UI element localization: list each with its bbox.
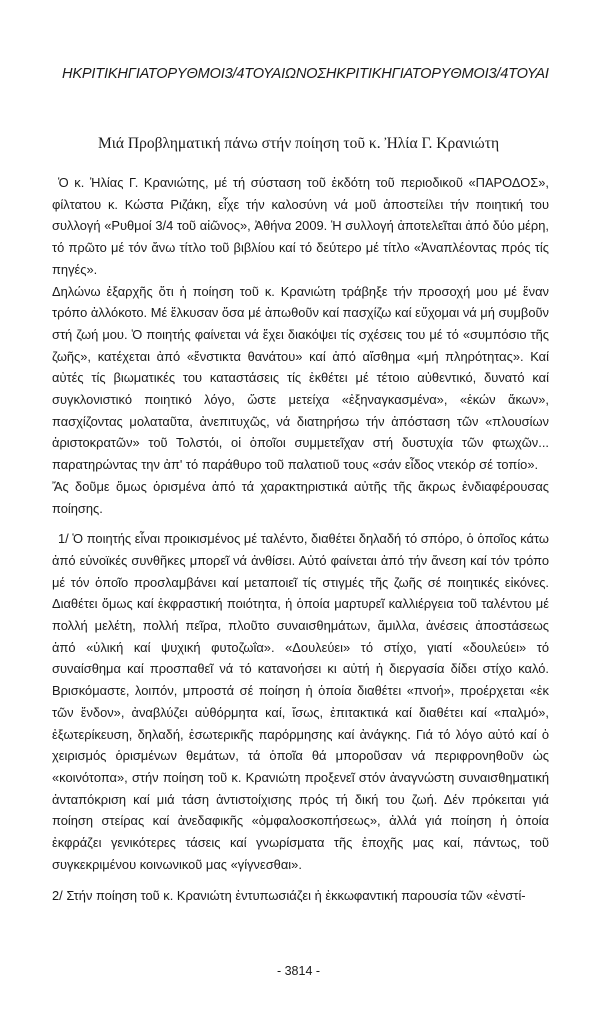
paragraph-intro: Ὁ κ. Ἠλίας Γ. Κρανιώτης, μέ τή σύσταση τοῦ ἐκδότη τοῦ περιοδικοῦ «ΠΑΡΟΔΟΣ», φίλτατου κ. Κώστα Ριζάκη, εἶχε τήν καλοσύνη νά μοῦ ἀποστείλει τήν ποιητική του συλλογή «Ρυθμοί 3/4 τοῦ αἰῶνος», Ἀθήνα 2009. Ἡ συλλογή ἀποτελεῖται ἀπό δύο μέρη, τό πρῶτο μέ τόν ἄνω τίτλο τοῦ βιβλίου καί τό δεύτερο μέ τίτλο «Ἀναπλέοντας πρός τίς πηγές». — [52, 175, 549, 277]
paragraph-declaration: Δηλώνω ἐξαρχῆς ὅτι ἡ ποίηση τοῦ κ. Κρανιώτη τράβηξε τήν προσοχή μου μέ ἕναν τρόπο ἀλλόκοτο. Μέ ἕλκυσαν ὅσα μέ ἀπωθοῦν καί πασχίζω καί εὔχομαι νά μή συμβοῦν στή ζωή μου. Ὁ ποιητής φαίνεται νά ἔχει διακόψει τίς σχέσεις του μέ τό «συμπόσιο τῆς ζωῆς», κατέχεται ἀπό «ἔνστικτα θανάτου» καί ἀπό αἴσθημα «μή πληρότητας». Καί αὐτές τίς βιωματικές του καταστάσεις τίς ἐκθέτει μέ τέτοιο αὐθεντικό, δυνατό καί συγκλονιστικό ποιητικό λόγο, ὥστε μετείχα «ἐξηναγκασμένα», «ἑκών ἄκων», πασχίζοντας μολαταῦτα, ἀνεπιτυχῶς, νά διατηρήσω τήν ἀπόσταση τῶν «πλουσίων ἀριστοκρατῶν» τοῦ Τολστόι, οἱ ὁποῖοι συμμετεῖχαν στή δυστυχία τῶν φτωχῶν... παρατηρώντας την ἀπ' τό παράθυρο τοῦ παλατιοῦ τους «σάν εἶδος ντεκόρ σέ τοπίο». — [52, 283, 549, 473]
paragraph-point-1: 1/ Ὁ ποιητής εἶναι προικισμένος μέ ταλέντο, διαθέτει δηλαδή τό σπόρο, ὁ ὁποῖος κάτω ἀπό εὐνοϊκές συνθῆκες μπορεῖ νά ἀνθίσει. Αὐτό φαίνεται ἀπό τήν ἄνεση καί τόν τρόπο μέ τόν ὁποῖο προσλαμβάνει καί μεταποιεῖ τίς στιγμές τῆς ζωῆς σέ ποιητικές εἰκόνες. Διαθέτει ὅμως καί ἐκφραστική ποιότητα, ἡ ὁποία μαρτυρεῖ καλλιέργεια τοῦ ταλέντου μέ πολλή μελέτη, πολλή πεῖρα, πλοῦτο συναισθημάτων, ἅμιλλα, ἀνέσεις ἀποστάσεως ἀπό «ὑλική καί ψυχική φυτοζωΐα». «Δουλεύει» τό στίχο, γιατί «δουλεύει» τό συναίσθημα καί προσπαθεῖ νά τό κατανοήσει κι αὐτή ἡ διεργασία δίδει στίχο καλό. Βρισκόμαστε, λοιπόν, μπροστά σέ ποίηση ἡ ὁποία διαθέτει «πνοή», προέρχεται «ἐκ τῶν ἔνδον», ἀναβλύζει αὐθόρμητα καί, ἴσως, ἐπιτακτικά καί διαθέτει καί «παλμό», ἐξωτερίκευση, δηλαδή, ἐσωτερικῆς παρόρμησης καί ἀνάγκης. Γιά τό λόγο αὐτό καί ὁ χειρισμός ὁρισμένων θεμάτων, τά ὁποῖα θά μποροῦσαν νά περιφρονηθοῦν ὡς «κοινότοπα», στήν ποίηση τοῦ κ. Κρανιώτη προξενεῖ στόν ἀναγνώστη συναισθηματική ἀνταπόκριση καί μιά τάση ἀντιστοίχισης πρός τή δική του ζωή. Δέν πρόκειται γιά ποίηση στείρας καί ἀνεδαφικῆς «ὀμφαλοσκοπήσεως», ἀλλά γιά ποίηση ἡ ὁποία ἐκφράζει γενικότερες τάσεις καί γνωρίσματα τῆς ἐποχῆς μας καί, πάντως, τοῦ συγκεκριμένου κοινωνικοῦ μας «γίγνεσθαι». — [52, 531, 549, 872]
article-body — [52, 172, 549, 906]
running-head: ΗΚΡΙΤΙΚΗΓΙΑΤΟΡΥΘΜΟΙ3/4ΤΟΥΑΙΩΝΟΣΗΚΡΙΤΙΚΗΓΙΑΤΟΡΥΘΜΟΙ3/4ΤΟΥΑΙ — [62, 66, 549, 82]
paragraph-point-2: 2/ Στήν ποίηση τοῦ κ. Κρανιώτη ἐντυπωσιάζει ἡ ἐκκωφαντική παρουσία τῶν «ἐνστί- — [52, 887, 526, 903]
page-number: - 3814 - — [276, 964, 321, 978]
paragraph-transition: Ἄς δοῦμε ὅμως ὁρισμένα ἀπό τά χαρακτηριστικά αὐτῆς τῆς ἄκρως ἐνδιαφέρουσας ποίησης. — [52, 478, 549, 516]
article-title: Μιά Προβληματική πάνω στήν ποίηση τοῦ κ. Ἠλία Γ. Κρανιώτη — [97, 135, 500, 152]
